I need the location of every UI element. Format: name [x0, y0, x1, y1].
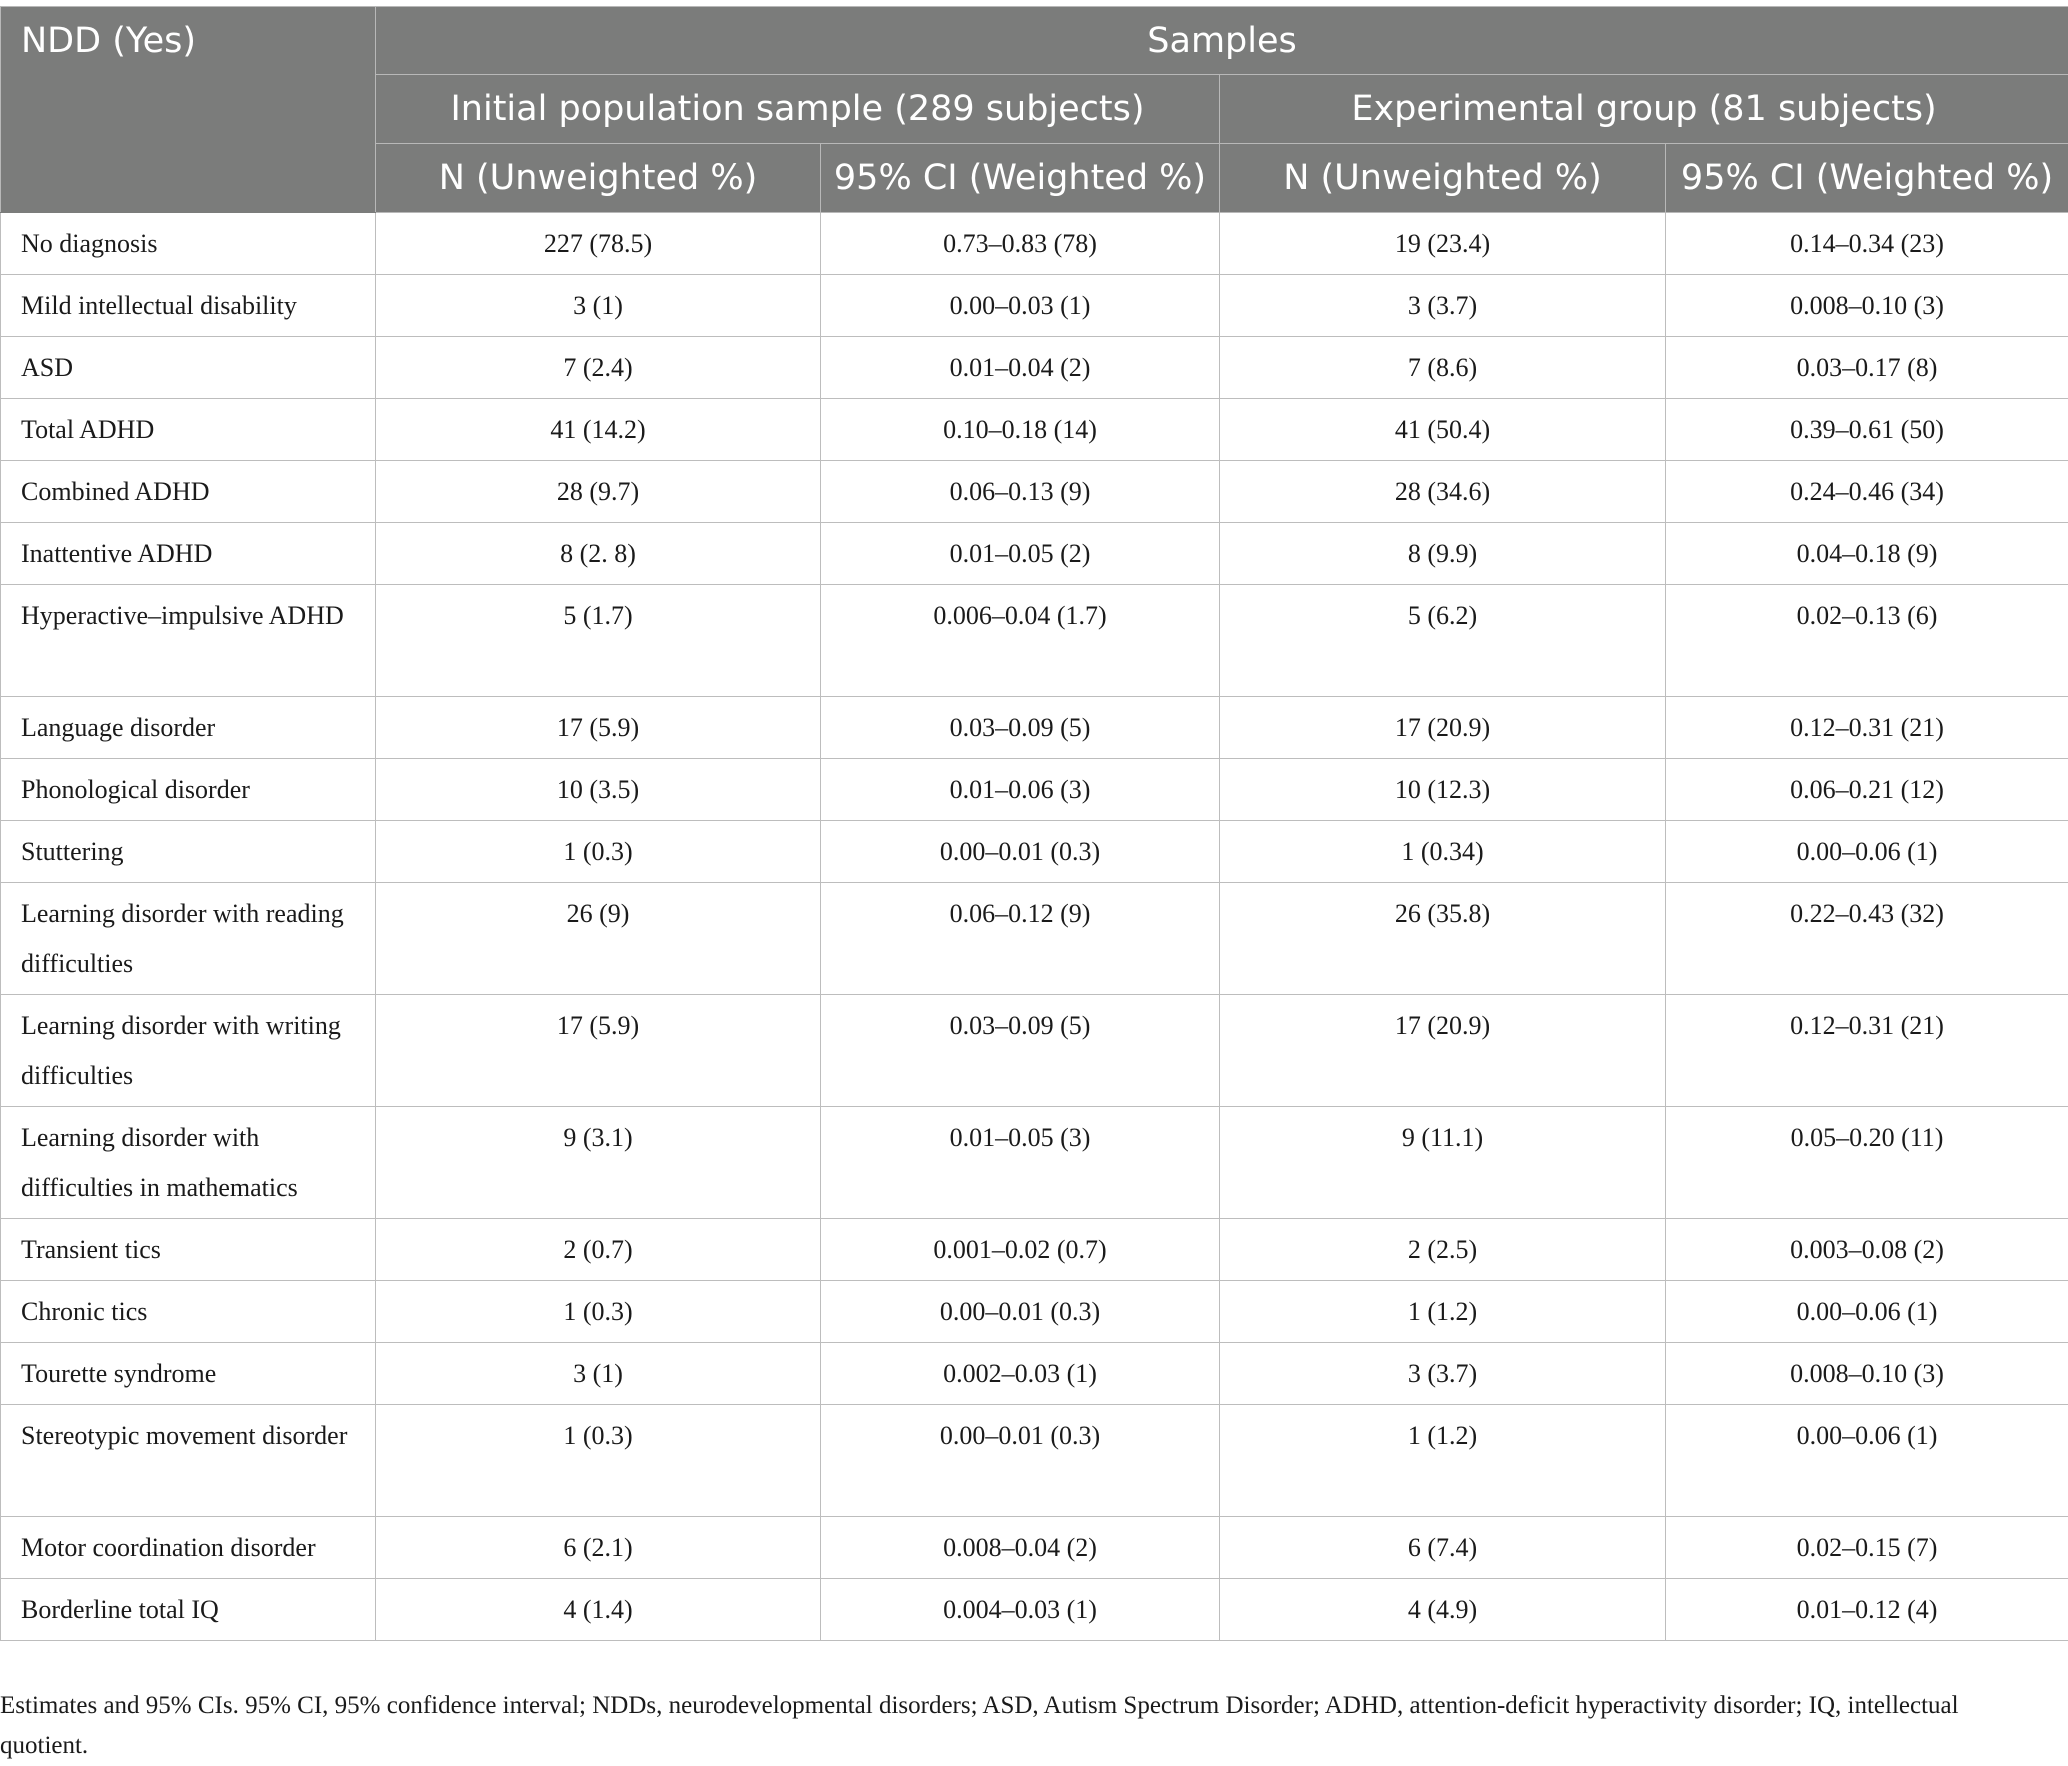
value-cell: [1666, 337, 2068, 399]
row-label: Transient tics: [21, 1219, 375, 1275]
value-cell: [1220, 399, 1666, 461]
cell-value: 17 (5.9): [376, 995, 820, 1051]
cell-value: 0.05–0.20 (11): [1666, 1107, 2068, 1163]
value-cell: [1666, 1281, 2068, 1343]
value-cell: [1666, 1517, 2068, 1579]
row-label-cell: [1, 1219, 376, 1281]
row-label: Inattentive ADHD: [21, 523, 375, 579]
cell-value: 0.00–0.06 (1): [1666, 1405, 2068, 1461]
cell-value: 0.01–0.12 (4): [1666, 1579, 2068, 1635]
table-row: [1, 1579, 2068, 1641]
cell-value: 10 (12.3): [1220, 759, 1665, 815]
value-cell: [821, 995, 1220, 1107]
value-cell: [376, 523, 821, 585]
value-cell: [376, 213, 821, 275]
table-row: [1, 883, 2068, 995]
cell-value: 10 (3.5): [376, 759, 820, 815]
cell-value: 0.004–0.03 (1): [821, 1579, 1219, 1635]
column-header: N (Unweighted %): [376, 144, 821, 213]
value-cell: [1220, 585, 1666, 697]
cell-value: 19 (23.4): [1220, 213, 1665, 269]
row-label-cell: [1, 821, 376, 883]
table-row: [1, 337, 2068, 399]
cell-value: 2 (0.7): [376, 1219, 820, 1275]
cell-value: 5 (1.7): [376, 585, 820, 641]
value-cell: [1220, 883, 1666, 995]
cell-value: 0.06–0.13 (9): [821, 461, 1219, 517]
value-cell: [376, 1107, 821, 1219]
cell-value: 5 (6.2): [1220, 585, 1665, 641]
value-cell: [1220, 1405, 1666, 1517]
corner-header: NDD (Yes): [1, 7, 376, 213]
table-row: [1, 213, 2068, 275]
value-cell: [1220, 275, 1666, 337]
value-cell: [1220, 1343, 1666, 1405]
cell-value: 28 (9.7): [376, 461, 820, 517]
value-cell: [376, 821, 821, 883]
cell-value: 0.03–0.17 (8): [1666, 337, 2068, 393]
value-cell: [821, 1343, 1220, 1405]
row-label: Language disorder: [21, 697, 375, 753]
cell-value: 0.12–0.31 (21): [1666, 697, 2068, 753]
cell-value: 1 (0.34): [1220, 821, 1665, 877]
cell-value: 1 (0.3): [376, 1281, 820, 1337]
cell-value: 4 (1.4): [376, 1579, 820, 1635]
cell-value: 3 (3.7): [1220, 1343, 1665, 1399]
row-label-cell: [1, 337, 376, 399]
table-row: [1, 1219, 2068, 1281]
column-header: 95% CI (Weighted %): [821, 144, 1220, 213]
row-label-cell: [1, 1281, 376, 1343]
value-cell: [1220, 213, 1666, 275]
value-cell: [376, 337, 821, 399]
cell-value: 0.00–0.06 (1): [1666, 1281, 2068, 1337]
cell-value: 0.01–0.05 (3): [821, 1107, 1219, 1163]
value-cell: [1666, 995, 2068, 1107]
ndd-table: [0, 6, 2068, 1641]
cell-value: 1 (0.3): [376, 1405, 820, 1461]
value-cell: [1220, 337, 1666, 399]
cell-value: 0.12–0.31 (21): [1666, 995, 2068, 1051]
value-cell: [821, 1281, 1220, 1343]
cell-value: 0.02–0.15 (7): [1666, 1517, 2068, 1573]
cell-value: 1 (1.2): [1220, 1281, 1665, 1337]
table-body: [1, 213, 2068, 1641]
cell-value: 0.10–0.18 (14): [821, 399, 1219, 455]
value-cell: [376, 995, 821, 1107]
row-label-cell: [1, 1405, 376, 1517]
row-label: Learning disorder with reading difficulties: [21, 883, 375, 989]
value-cell: [376, 883, 821, 995]
cell-value: 0.01–0.06 (3): [821, 759, 1219, 815]
cell-value: 3 (1): [376, 1343, 820, 1399]
row-label-cell: [1, 1579, 376, 1641]
cell-value: 0.01–0.05 (2): [821, 523, 1219, 579]
value-cell: [1220, 1219, 1666, 1281]
cell-value: 9 (11.1): [1220, 1107, 1665, 1163]
cell-value: 7 (2.4): [376, 337, 820, 393]
value-cell: [1666, 759, 2068, 821]
row-label-cell: [1, 1517, 376, 1579]
cell-value: 17 (20.9): [1220, 697, 1665, 753]
row-label: Mild intellectual disability: [21, 275, 375, 331]
row-label-cell: [1, 883, 376, 995]
value-cell: [376, 697, 821, 759]
cell-value: 0.24–0.46 (34): [1666, 461, 2068, 517]
row-label-cell: [1, 697, 376, 759]
row-label-cell: [1, 213, 376, 275]
value-cell: [1220, 1579, 1666, 1641]
value-cell: [821, 337, 1220, 399]
row-label: Borderline total IQ: [21, 1579, 375, 1635]
cell-value: 0.001–0.02 (0.7): [821, 1219, 1219, 1275]
value-cell: [1220, 697, 1666, 759]
row-label-cell: [1, 1107, 376, 1219]
value-cell: [1220, 1517, 1666, 1579]
value-cell: [1666, 697, 2068, 759]
value-cell: [1666, 585, 2068, 697]
table-row: [1, 399, 2068, 461]
row-label-cell: [1, 399, 376, 461]
value-cell: [821, 1219, 1220, 1281]
value-cell: [821, 1579, 1220, 1641]
column-header: N (Unweighted %): [1220, 144, 1666, 213]
cell-value: 41 (14.2): [376, 399, 820, 455]
value-cell: [376, 1281, 821, 1343]
value-cell: [376, 1343, 821, 1405]
row-label: No diagnosis: [21, 213, 375, 269]
row-label-cell: [1, 759, 376, 821]
cell-value: 0.00–0.01 (0.3): [821, 821, 1219, 877]
value-cell: [821, 883, 1220, 995]
cell-value: 7 (8.6): [1220, 337, 1665, 393]
row-label: Tourette syndrome: [21, 1343, 375, 1399]
row-label: Combined ADHD: [21, 461, 375, 517]
row-label: Stuttering: [21, 821, 375, 877]
row-label-cell: [1, 1343, 376, 1405]
value-cell: [1666, 883, 2068, 995]
value-cell: [821, 821, 1220, 883]
value-cell: [1666, 1579, 2068, 1641]
row-label: ASD: [21, 337, 375, 393]
cell-value: 3 (3.7): [1220, 275, 1665, 331]
row-label: Total ADHD: [21, 399, 375, 455]
value-cell: [821, 759, 1220, 821]
row-label-cell: [1, 461, 376, 523]
table-row: [1, 275, 2068, 337]
cell-value: 0.14–0.34 (23): [1666, 213, 2068, 269]
row-label: Motor coordination disorder: [21, 1517, 375, 1573]
initial-sample-header: Initial population sample (289 subjects): [376, 75, 1220, 144]
cell-value: 1 (1.2): [1220, 1405, 1665, 1461]
cell-value: 8 (9.9): [1220, 523, 1665, 579]
value-cell: [376, 461, 821, 523]
cell-value: 0.06–0.12 (9): [821, 883, 1219, 939]
cell-value: 2 (2.5): [1220, 1219, 1665, 1275]
table-row: [1, 759, 2068, 821]
value-cell: [1666, 1107, 2068, 1219]
cell-value: 0.00–0.06 (1): [1666, 821, 2068, 877]
cell-value: 0.04–0.18 (9): [1666, 523, 2068, 579]
cell-value: 0.03–0.09 (5): [821, 697, 1219, 753]
cell-value: 41 (50.4): [1220, 399, 1665, 455]
cell-value: 4 (4.9): [1220, 1579, 1665, 1635]
table-row: [1, 995, 2068, 1107]
row-label: Phonological disorder: [21, 759, 375, 815]
table-header: [1, 7, 2068, 213]
value-cell: [1666, 275, 2068, 337]
value-cell: [1666, 1405, 2068, 1517]
cell-value: 0.008–0.04 (2): [821, 1517, 1219, 1573]
value-cell: [376, 1579, 821, 1641]
cell-value: 3 (1): [376, 275, 820, 331]
table-row: [1, 1281, 2068, 1343]
cell-value: 0.00–0.03 (1): [821, 275, 1219, 331]
cell-value: 0.00–0.01 (0.3): [821, 1281, 1219, 1337]
cell-value: 0.006–0.04 (1.7): [821, 585, 1219, 641]
cell-value: 0.01–0.04 (2): [821, 337, 1219, 393]
value-cell: [1220, 759, 1666, 821]
value-cell: [821, 697, 1220, 759]
cell-value: 0.22–0.43 (32): [1666, 883, 2068, 939]
value-cell: [1666, 461, 2068, 523]
cell-value: 6 (7.4): [1220, 1517, 1665, 1573]
value-cell: [1666, 1219, 2068, 1281]
row-label-cell: [1, 523, 376, 585]
table-row: [1, 585, 2068, 697]
value-cell: [376, 759, 821, 821]
table-row: [1, 1517, 2068, 1579]
cell-value: 6 (2.1): [376, 1517, 820, 1573]
row-label: Learning disorder with difficulties in mathematics: [21, 1107, 375, 1213]
value-cell: [376, 585, 821, 697]
experimental-group-header: Experimental group (81 subjects): [1220, 75, 2068, 144]
ndd-table-container: [0, 6, 2068, 1641]
value-cell: [821, 213, 1220, 275]
row-label: Chronic tics: [21, 1281, 375, 1337]
table-row: [1, 523, 2068, 585]
value-cell: [376, 1405, 821, 1517]
value-cell: [821, 461, 1220, 523]
value-cell: [376, 399, 821, 461]
table-row: [1, 1405, 2068, 1517]
value-cell: [376, 1517, 821, 1579]
value-cell: [376, 1219, 821, 1281]
cell-value: 0.03–0.09 (5): [821, 995, 1219, 1051]
value-cell: [821, 1517, 1220, 1579]
value-cell: [1666, 399, 2068, 461]
cell-value: 0.06–0.21 (12): [1666, 759, 2068, 815]
cell-value: 0.00–0.01 (0.3): [821, 1405, 1219, 1461]
cell-value: 28 (34.6): [1220, 461, 1665, 517]
cell-value: 227 (78.5): [376, 213, 820, 269]
row-label-cell: [1, 585, 376, 697]
cell-value: 0.008–0.10 (3): [1666, 275, 2068, 331]
cell-value: 9 (3.1): [376, 1107, 820, 1163]
row-label-cell: [1, 275, 376, 337]
table-footnote: Estimates and 95% CIs. 95% CI, 95% confidence interval; NDDs, neurodevelopmental disorders; ASD, Autism Spectrum Disorder; ADHD, attention-deficit hyperactivity disorder; IQ, intellectual quotient.: [0, 1686, 2050, 1766]
value-cell: [1220, 821, 1666, 883]
value-cell: [821, 585, 1220, 697]
value-cell: [821, 399, 1220, 461]
cell-value: 8 (2. 8): [376, 523, 820, 579]
value-cell: [821, 523, 1220, 585]
cell-value: 17 (20.9): [1220, 995, 1665, 1051]
value-cell: [1220, 1107, 1666, 1219]
value-cell: [376, 275, 821, 337]
row-label-cell: [1, 995, 376, 1107]
column-header: 95% CI (Weighted %): [1666, 144, 2068, 213]
value-cell: [821, 1107, 1220, 1219]
cell-value: 17 (5.9): [376, 697, 820, 753]
value-cell: [821, 275, 1220, 337]
cell-value: 0.39–0.61 (50): [1666, 399, 2068, 455]
cell-value: 26 (35.8): [1220, 883, 1665, 939]
value-cell: [1220, 995, 1666, 1107]
value-cell: [1666, 213, 2068, 275]
table-row: [1, 461, 2068, 523]
value-cell: [1666, 1343, 2068, 1405]
row-label: Hyperactive–impulsive ADHD: [21, 585, 375, 641]
row-label: Stereotypic movement disorder: [21, 1405, 375, 1461]
cell-value: 0.003–0.08 (2): [1666, 1219, 2068, 1275]
table-row: [1, 1107, 2068, 1219]
cell-value: 1 (0.3): [376, 821, 820, 877]
cell-value: 0.73–0.83 (78): [821, 213, 1219, 269]
value-cell: [1220, 461, 1666, 523]
row-label: Learning disorder with writing difficulties: [21, 995, 375, 1101]
value-cell: [1666, 523, 2068, 585]
table-row: [1, 697, 2068, 759]
value-cell: [821, 1405, 1220, 1517]
cell-value: 26 (9): [376, 883, 820, 939]
cell-value: 0.02–0.13 (6): [1666, 585, 2068, 641]
samples-group-header: Samples: [376, 7, 2068, 75]
cell-value: 0.002–0.03 (1): [821, 1343, 1219, 1399]
value-cell: [1220, 523, 1666, 585]
table-row: [1, 1343, 2068, 1405]
table-row: [1, 821, 2068, 883]
value-cell: [1220, 1281, 1666, 1343]
cell-value: 0.008–0.10 (3): [1666, 1343, 2068, 1399]
value-cell: [1666, 821, 2068, 883]
